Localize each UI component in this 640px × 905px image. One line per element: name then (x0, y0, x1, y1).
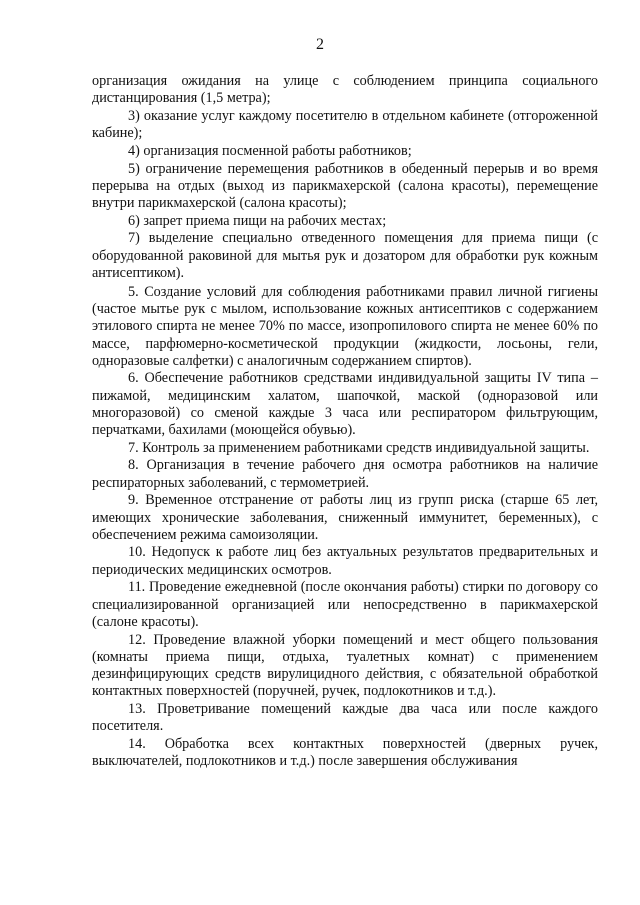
paragraph-item-4: 4) организация посменной работы работников; (128, 142, 412, 159)
paragraph-item-5: 5) ограничение перемещения работников в обеденный перерыв и во время перерыва на отдых (выход из парикмахерской (салона красоты), перемещение внутри парикмахерской (салона красоты); (92, 160, 598, 211)
paragraph-section-13: 13. Проветривание помещений каждые два часа или после каждого посетителя. (92, 700, 598, 735)
document-body (92, 73, 598, 770)
paragraph-section-6: 6. Обеспечение работников средствами индивидуальной защиты IV типа – пижамой, медицинским халатом, шапочкой, маской (одноразовой или многоразовой) со сменой каждые 3 часа или респиратором фильтрующим, перчатками, бахилами (моющейся обувью). (92, 370, 598, 439)
paragraph-section-5: 5. Создание условий для соблюдения работниками правил личной гигиены (частое мытье рук с мылом, использование кожных антисептиков с содержанием этилового спирта не менее 70% по массе, изопропилового спирта не менее 60% по массе, парфюмерно-косметической продукции (жидкости, лосьоны, гели, одноразовые салфетки) с аналогичным содержанием спиртов). (92, 283, 598, 369)
paragraph-section-9: 9. Временное отстранение от работы лиц из групп риска (старше 65 лет, имеющих хронические заболевания, сниженный иммунитет, беременных), с обеспечением режима самоизоляции. (92, 492, 598, 543)
paragraph-continuation: организация ожидания на улице с соблюдением принципа социального дистанцирования (1,5 метра); (92, 73, 598, 107)
paragraph-item-7: 7) выделение специально отведенного помещения для приема пищи (с оборудованной раковиной для мытья рук и дозатором для обработки рук кожным антисептиком). (92, 230, 598, 281)
page-number: 2 (316, 36, 324, 53)
paragraph-section-12: 12. Проведение влажной уборки помещений и мест общего пользования (комнаты приема пищи, отдыха, туалетных комнат) с применением дезинфицирующих средств вирулицидного действия, с обязательной обработкой контактных поверхностей (поручней, ручек, подлокотников и т.д.). (92, 631, 598, 700)
paragraph-section-10: 10. Недопуск к работе лиц без актуальных результатов предварительных и периодических медицинских осмотров. (92, 544, 598, 578)
paragraph-section-14: 14. Обработка всех контактных поверхностей (дверных ручек, выключателей, подлокотников и т.д.) после завершения обслуживания (92, 735, 598, 769)
paragraph-section-8: 8. Организация в течение рабочего дня осмотра работников на наличие респираторных заболеваний, с термометрией. (92, 457, 598, 491)
paragraph-section-7: 7. Контроль за применением работниками средств индивидуальной защиты. (128, 439, 590, 456)
paragraph-item-3: 3) оказание услуг каждому посетителю в отдельном кабинете (отгороженной кабине); (92, 107, 598, 142)
paragraph-section-11: 11. Проведение ежедневной (после окончания работы) стирки по договору со специализированной организацией или непосредственно в парикмахерской (салоне красоты). (92, 579, 598, 630)
paragraph-item-6: 6) запрет приема пищи на рабочих местах; (128, 212, 387, 229)
